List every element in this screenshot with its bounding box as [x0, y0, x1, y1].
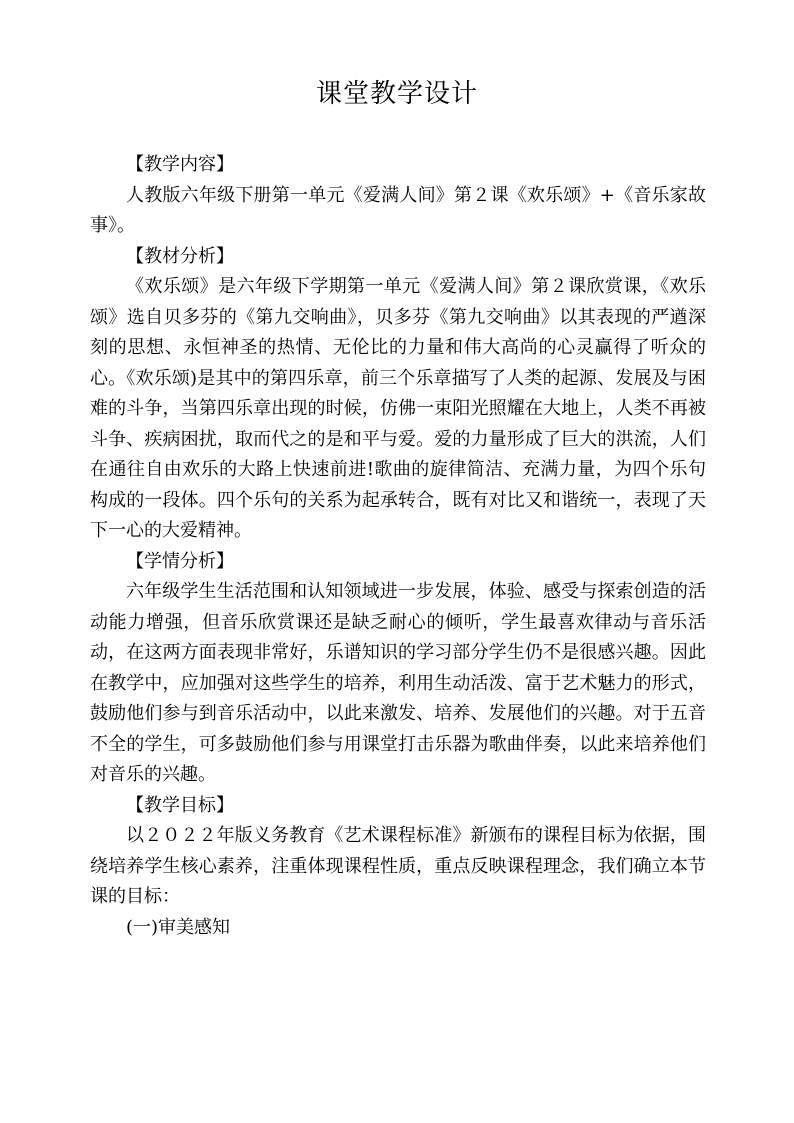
section-paragraph-teaching-content: 人教版六年级下册第一单元《爱满人间》第２课《欢乐颂》+《音乐家故事》。: [90, 184, 706, 236]
section-heading-student-analysis: 【学情分析】: [126, 550, 234, 572]
document-body: [90, 150, 706, 943]
section-paragraph-material-analysis: 《欢乐颂》是六年级下学期第一单元《爱满人间》第２课欣赏课，《欢乐颂》选自贝多芬的《第九交响曲》，贝多芬《第九交响曲》以其表现的严遒深刻的思想、永恒神圣的热情、无伦比的力量和伟大高尚的心灵赢得了听众的心。《欢乐颂)是其中的第四乐章，前三个乐章描写了人类的起源、发展及与困难的斗争，当第四乐章出现的时候，仿佛一束阳光照耀在大地上，人类不再被斗争、疾病困扰，取而代之的是和平与爱。爱的力量形成了巨大的洪流，人们在通往自由欢乐的大路上快速前进!歌曲的旋律简洁、充满力量，为四个乐句构成的一段体。四个乐句的关系为起承转合，既有对比又和谐统一，表现了天下一心的大爱精神。: [90, 276, 706, 541]
section-paragraph-student-analysis: 六年级学生生活范围和认知领域进一步发展，体验、感受与探索创造的活动能力增强，但音乐欣赏课还是缺乏耐心的倾听，学生最喜欢律动与音乐活动，在这两方面表现非常好，乐谱知识的学习部分学生仍不是很感兴趣。因此在教学中，应加强对这些学生的培养，利用生动活泼、富于艺术魅力的形式，鼓励他们参与到音乐活动中，以此来激发、培养、发展他们的兴趣。对于五音不全的学生，可多鼓励他们参与用课堂打击乐器为歌曲伴奏，以此来培养他们对音乐的兴趣。: [90, 581, 706, 785]
section-heading-teaching-goals: 【教学目标】: [126, 794, 234, 816]
page-title: 课堂教学设计: [315, 79, 478, 109]
section-paragraph-teaching-goals: 以２０２２年版义务教育《艺术课程标准》新颁布的课程目标为依据，围绕培养学生核心素养，注重体现课程性质，重点反映课程理念，我们确立本节课的目标：: [90, 825, 706, 907]
section-heading-material-analysis: 【教材分析】: [126, 245, 234, 267]
section-heading-teaching-content: 【教学内容】: [126, 154, 234, 175]
subheading-aesthetic-perception: (一)审美感知: [126, 916, 231, 938]
